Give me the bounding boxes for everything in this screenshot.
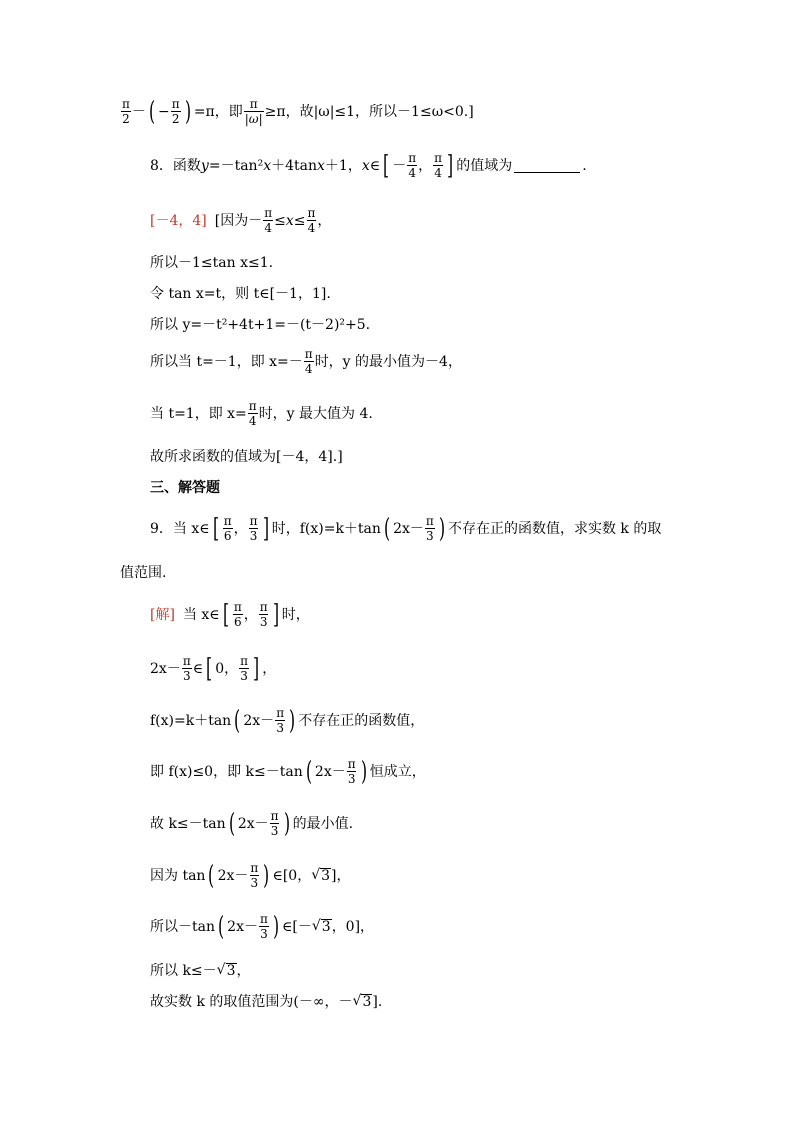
fraction: $\frac{\pi}{3}$ bbox=[276, 706, 285, 735]
step-6: 故所求函数的值域为[－4，4].] bbox=[150, 449, 343, 465]
sqrt-symbol: √ 3 bbox=[311, 867, 331, 884]
fraction: $\frac{\pi}{4}$ bbox=[248, 399, 257, 428]
fraction: $\frac{\pi}{4}$ bbox=[304, 347, 313, 376]
fraction: $\frac{\pi}{3}$ bbox=[259, 912, 268, 941]
question-9: 9．当 x∈ [ $\frac{\pi}{6}$ ， $\frac{\pi}{3}$ ] 时，f(x)=k＋tan ( 2x－ $\frac{\pi}{3}$ ) 不存在正的函数值，求实数 k 的取 bbox=[150, 513, 662, 544]
fraction: $\frac{\pi}{3}$ bbox=[250, 861, 259, 890]
question-8: 8．函数 y =－tan² x ＋4tan x ＋1， x ∈ [ － $\frac{\pi}{4}$ ， $\frac{\pi}{4}$ ] 的值域为 . bbox=[150, 150, 587, 181]
fraction: $\frac{\pi}{4}$ bbox=[408, 151, 417, 180]
fraction: $\frac{\pi}{3}$ bbox=[240, 654, 249, 683]
fraction: $\frac{\pi}{3}$ bbox=[347, 757, 356, 786]
fraction: $\frac{\pi}{3}$ bbox=[249, 514, 258, 543]
solution-row-8: 故实数 k 的取值范围为(－∞，－ √ 3 ]. bbox=[150, 993, 383, 1010]
fraction: $\frac{\pi}{3}$ bbox=[425, 514, 434, 543]
fraction: $\frac{\pi}{6}$ bbox=[223, 514, 232, 543]
answer-value: [－4，4] bbox=[150, 212, 207, 229]
step-4: 所以当 t=－1，即 x=－ $\frac{\pi}{4}$ 时，y 的最小值为－4， bbox=[150, 347, 462, 376]
solution-tag: [解] bbox=[150, 606, 175, 623]
fraction: $\frac{\pi}{3}$ bbox=[259, 600, 268, 629]
sqrt-symbol: √ 3 bbox=[216, 962, 236, 979]
section-heading: 三、解答题 bbox=[150, 480, 220, 496]
sqrt-symbol: √ 3 bbox=[311, 918, 331, 935]
fraction: $\frac{\pi}{4}$ bbox=[264, 206, 273, 235]
fraction: $\frac{\pi}{3}$ bbox=[270, 809, 279, 838]
solution-row-5: 因为 tan ( 2x－ $\frac{\pi}{3}$ ) ∈[0， √ 3 ]， bbox=[150, 860, 351, 891]
fraction: $\frac{\pi}{6}$ bbox=[233, 600, 242, 629]
fraction: $\frac{\pi}{4}$ bbox=[434, 151, 443, 180]
solution-row-1: 2x－ $\frac{\pi}{3}$ ∈ [ 0， $\frac{\pi}{3}$ ] ， bbox=[150, 653, 277, 684]
step-1: 所以－1≤tan x≤1. bbox=[150, 255, 274, 271]
answer-8: [－4，4] [因为－ $\frac{\pi}{4}$ ≤ x ≤ $\frac{\pi}{4}$ ， bbox=[150, 206, 332, 235]
fraction: $\frac{\pi}{2}$ bbox=[171, 97, 180, 126]
step-5: 当 t=1，即 x= $\frac{\pi}{4}$ 时，y 最大值为 4. bbox=[150, 399, 373, 428]
solution-row-7: 所以 k≤－ √ 3 ， bbox=[150, 962, 251, 979]
step-2: 令 tan x=t，则 t∈[－1，1]. bbox=[150, 286, 331, 302]
line-1: $\frac{\pi}{2}$ － ( − $\frac{\pi}{2}$ ) =π，即 $\frac{\pi}{|\omega|}$ ≥π，故|ω|≤1，所以－1≤ω<0.] bbox=[122, 96, 474, 127]
answer-blank bbox=[514, 158, 580, 173]
question-9-cont: 值范围. bbox=[120, 565, 167, 581]
solution-row-2: f(x)=k＋tan ( 2x－ $\frac{\pi}{3}$ ) 不存在正的函数值， bbox=[150, 705, 425, 736]
solution-row-3: 即 f(x)≤0，即 k≤－tan ( 2x－ $\frac{\pi}{3}$ ) 恒成立， bbox=[150, 756, 426, 787]
solution-intro: [解] 当 x∈ [ $\frac{\pi}{6}$ ， $\frac{\pi}{3}$ ] 时， bbox=[150, 599, 310, 630]
fraction: $\frac{\pi}{|\omega|}$ bbox=[244, 97, 263, 126]
solution-row-4: 故 k≤－tan ( 2x－ $\frac{\pi}{3}$ ) 的最小值. bbox=[150, 808, 354, 839]
solution-row-6: 所以－tan ( 2x－ $\frac{\pi}{3}$ ) ∈[－ √ 3 ，0]， bbox=[150, 911, 375, 942]
sqrt-symbol: √ 3 bbox=[352, 993, 372, 1010]
fraction: $\frac{\pi}{3}$ bbox=[182, 654, 191, 683]
step-3: 所以 y=－t²+4t+1=－(t－2)²+5. bbox=[150, 317, 371, 333]
fraction: $\frac{\pi}{4}$ bbox=[307, 206, 316, 235]
fraction: $\frac{\pi}{2}$ bbox=[122, 97, 130, 126]
